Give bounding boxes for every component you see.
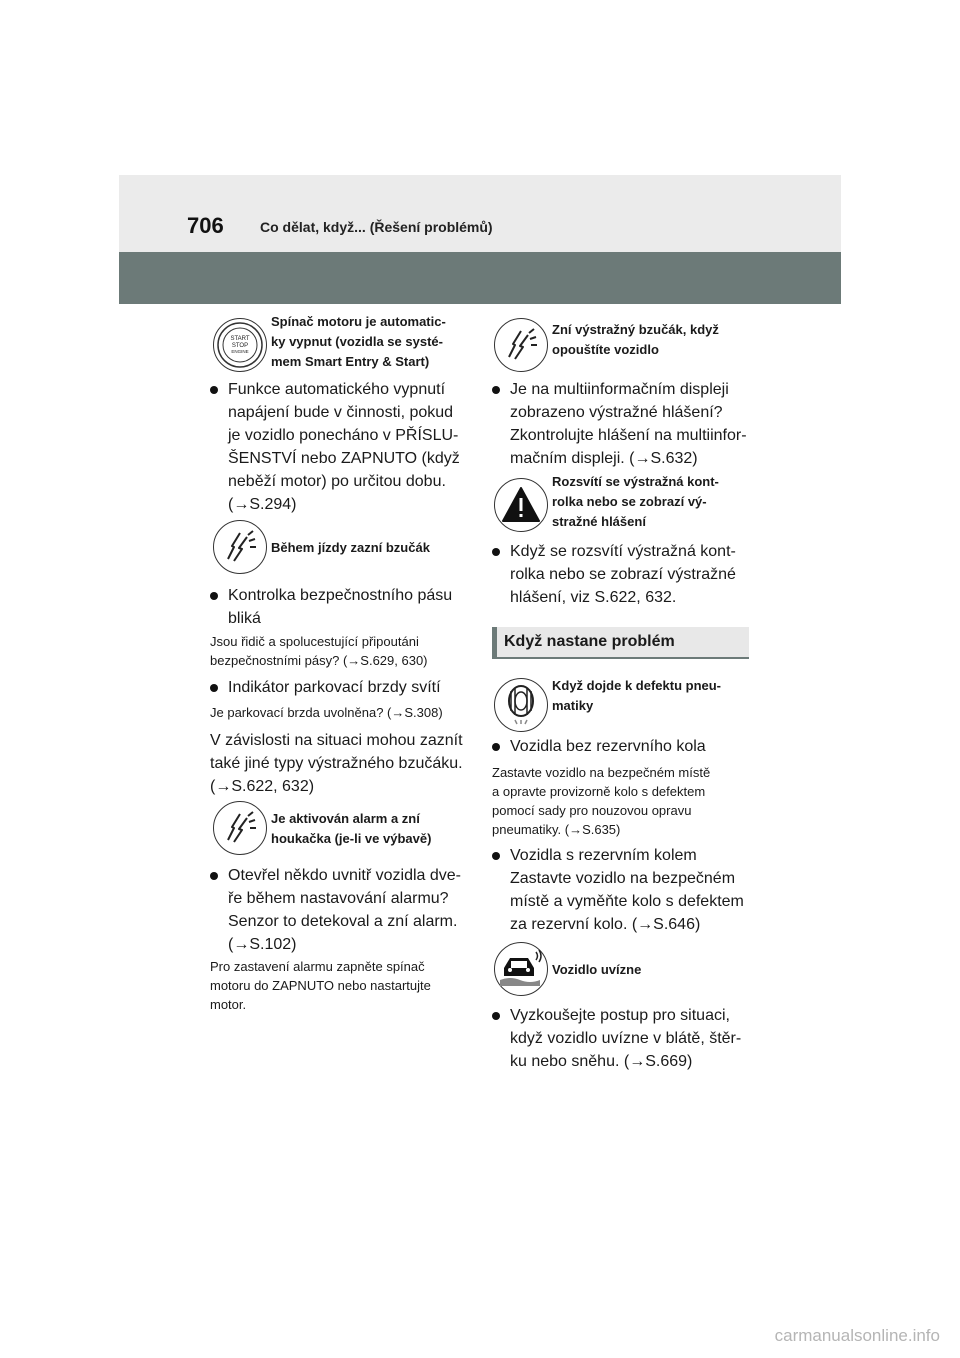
- section-heading: [492, 627, 749, 659]
- start-stop-button-icon: [213, 318, 267, 372]
- seatbelt-note: Jsou řidič a spolucestující připoutáni bezpečnostními pásy? (→S.629, 630): [210, 634, 428, 668]
- page-number: 706: [187, 213, 224, 238]
- alarm-bullet: Otevřel někdo uvnitř vozidla dve- ře během nastavování alarmu? Senzor to detekoval a zní alarm. (→S.102): [210, 864, 488, 956]
- section-title: Když nastane problém: [504, 633, 675, 650]
- svg-text:ENGINE: ENGINE: [231, 349, 249, 354]
- leaving-vehicle-heading: [494, 318, 719, 372]
- vehicle-stuck-label: Vozidlo uvízne: [552, 962, 642, 977]
- auto-power-off-bullet: Funkce automatického vypnutí napájení bude v činnosti, pokud je vozidlo ponecháno v PŘÍSLU- ŠENSTVÍ nebo ZAPNUTO (když neběží motor) po určitou dobu. (→S.294): [210, 378, 488, 516]
- spare-bullet: Vozidla s rezervním kolem Zastavte vozidlo na bezpečném místě a vyměňte kolo s defektem za rezervní kolo. (→S.646): [492, 844, 772, 936]
- alarm-note: Pro zastavení alarmu zapněte spínač motoru do ZAPNUTO nebo nastartujte motor.: [210, 959, 431, 1012]
- leaving-vehicle-label: Zní výstražný bzučák, když opouštíte vozidlo: [552, 322, 719, 357]
- buzzer-icon: [494, 318, 548, 372]
- vehicle-stuck-bullet: Vyzkoušejte postup pro situaci, když vozidlo uvízne v blátě, štěr- ku nebo sněhu. (→S.669): [492, 1004, 772, 1073]
- alarm-heading: [213, 801, 431, 855]
- vehicle-stuck-heading: [494, 942, 641, 996]
- flat-tire-label: Když dojde k defektu pneu- matiky: [552, 678, 722, 713]
- warning-light-bullet: Když se rozsvítí výstražná kont- rolka nebo se zobrazí výstražné hlášení, viz S.622, 632.: [492, 540, 772, 609]
- alarm-label: Je aktivován alarm a zní houkačka (je-li ve výbavě): [271, 811, 432, 846]
- watermark-logo: carmanualsonline.info: [774, 1326, 940, 1345]
- header-band: [119, 175, 841, 252]
- warning-light-label: Rozsvítí se výstražná kont- rolka nebo se zobrazí vý- stražné hlášení: [552, 474, 719, 529]
- engine-switch-heading: [213, 314, 446, 372]
- stuck-car-icon: [494, 942, 548, 996]
- svg-text:START: START: [230, 336, 250, 342]
- tire-icon: [494, 678, 548, 732]
- buzzer-icon: [213, 801, 267, 855]
- other-buzzers-text: V závislosti na situaci mohou zaznít také jiné typy výstražného bzučáku. (→S.622, 632): [210, 732, 463, 795]
- header-dark-band: [119, 252, 841, 304]
- warning-light-heading: [494, 474, 719, 532]
- svg-text:STOP: STOP: [231, 343, 249, 349]
- buzzer-icon: [213, 520, 267, 574]
- driving-buzzer-heading: [213, 520, 430, 574]
- parking-brake-bullet: Indikátor parkovací brzdy svítí: [210, 676, 488, 699]
- warning-triangle-icon: [494, 478, 548, 532]
- driving-buzzer-label: Během jízdy zazní bzučák: [271, 540, 430, 555]
- engine-switch-label: Spínač motoru je automatic- ky vypnut (vozidla se systé- mem Smart Entry & Start): [271, 314, 446, 369]
- no-spare-note: Zastavte vozidlo na bezpečném místě a opravte provizorně kolo s defektem pomocí sady pro nouzovou opravu pneumatiky. (→S.635): [492, 765, 711, 837]
- flat-tire-heading: [494, 678, 721, 732]
- multi-info-bullet: Je na multiinformačním displeji zobrazeno výstražné hlášení? Zkontrolujte hlášení na multiinfor- mačním displeji. (→S.632): [492, 378, 772, 470]
- page-title: Co dělat, když... (Řešení problémů): [260, 219, 493, 235]
- parking-brake-note: Je parkovací brzda uvolněna? (→S.308): [210, 705, 443, 720]
- no-spare-bullet: Vozidla bez rezervního kola: [492, 735, 772, 758]
- seatbelt-bullet: Kontrolka bezpečnostního pásu bliká: [210, 584, 488, 630]
